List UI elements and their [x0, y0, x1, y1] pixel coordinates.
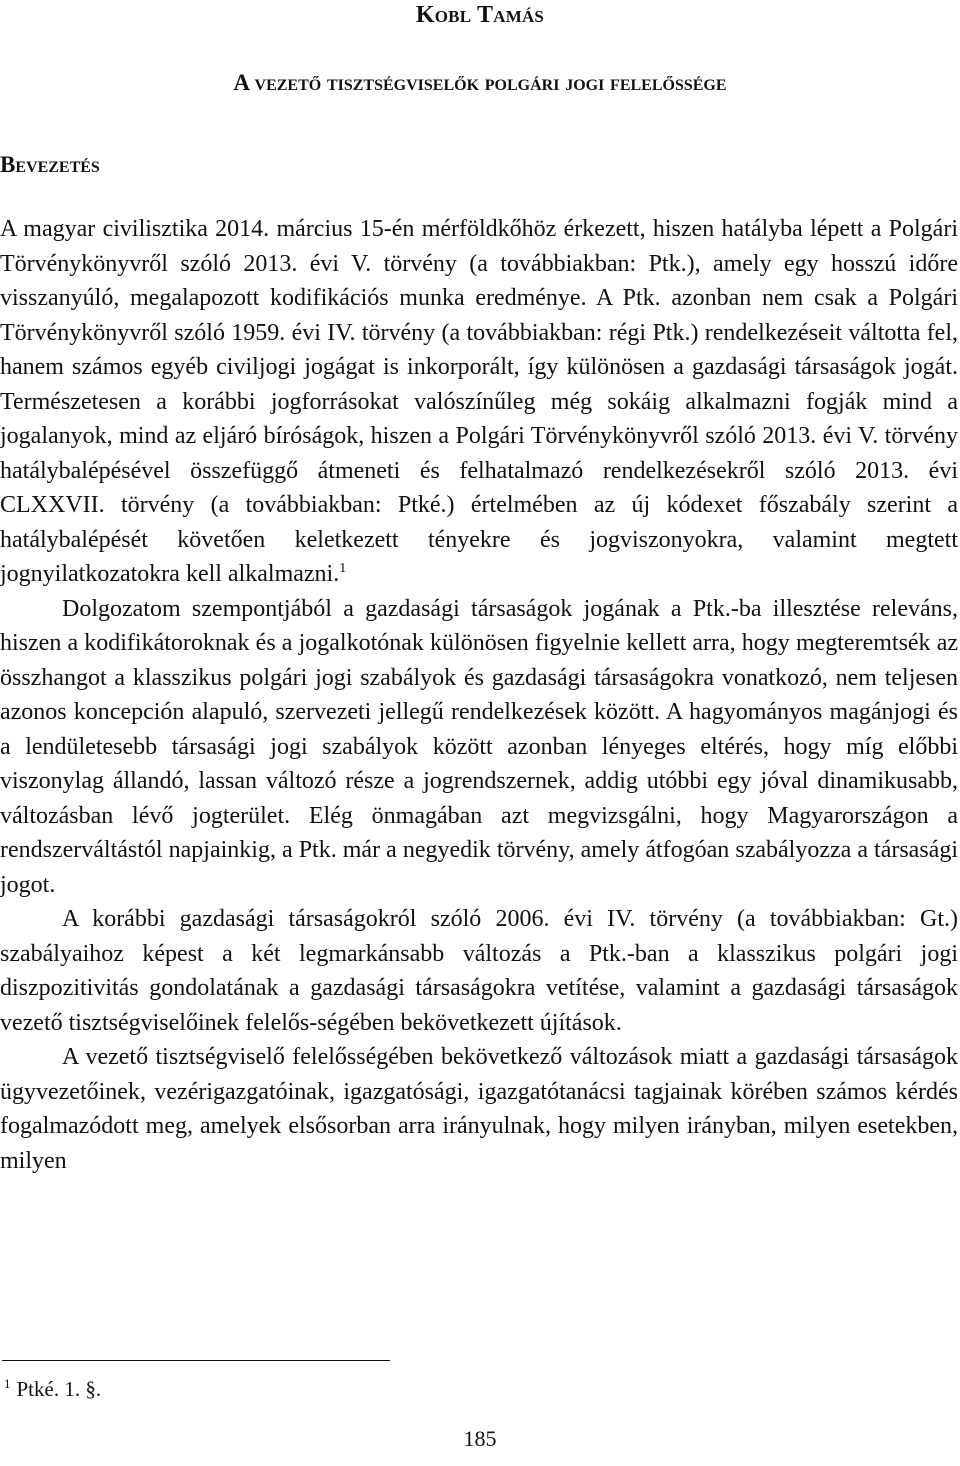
title-text: A vezető tisztségviselők polgári jogi felelőssége: [233, 70, 727, 95]
footnote-mark: 1: [4, 1376, 11, 1391]
footnote-text: Ptké. 1. §.: [16, 1377, 102, 1401]
footnote: [4, 1376, 604, 1402]
paper-title: [0, 68, 960, 98]
paragraph-4: A vezető tisztségviselő felelősségében bekövetkező változások miatt a gazdasági társaságok ügyvezetőinek, vezérigazgatóinak, igazgatósági, igazgatótanácsi tagjainak körében számos kérdés fogalmazódott meg, amelyek elsősorban arra irányulnak, hogy milyen irányban, milyen esetekben, milyen: [0, 1044, 958, 1174]
footnote-separator: [2, 1360, 390, 1361]
body-text: [0, 212, 958, 1178]
footnote-reference[interactable]: 1: [339, 561, 347, 576]
section-heading-text: Bevezetés: [0, 152, 100, 177]
author-text: Kobl Tamás: [415, 2, 545, 28]
paragraph-1-text: A magyar civilisztika 2014. március 15-én mérföldkőhöz érkezett, hiszen hatályba lépett a Polgári Törvénykönyvről szóló 2013. évi V. törvény (a továbbiakban: Ptk.), amely egy hosszú időre visszanyúló, megalapozott kodifikációs munka eredménye. A Ptk. azonban nem csak a Polgári Törvénykönyvről szóló 1959. évi IV. törvény (a továbbiakban: régi Ptk.) rendelkezéseit váltotta fel, hanem számos egyéb civiljogi jogágat is inkorporált, így különösen a gazdasági társaságok jogát. Természetesen a korábbi jogforrásokat valószínűleg még sokáig alkalmazni fogják mind a jogalanyok, mind az eljáró bíróságok, hiszen a Polgári Törvénykönyvről szóló 2013. évi V. törvény hatálybalépésével összefüggő átmeneti és felhatalmazó rendelkezésekről szóló 2013. évi CLXXVII. törvény (a továbbiakban: Ptké.) értelmében az új kódexet főszabály szerint a hatálybalépését követően keletkezett tényekre és jogviszonyokra, valamint megtett jognyilatkozatokra kell alkalmazni.: [0, 216, 958, 587]
section-heading: [0, 150, 600, 180]
author-name: [0, 0, 960, 30]
paragraph-1: [0, 212, 958, 592]
paragraph-3: A korábbi gazdasági társaságokról szóló 2006. évi IV. törvény (a továbbiakban: Gt.) szabályaihoz képest a két legmarkánsabb változás a Ptk.-ban a klasszikus polgári jogi diszpozitivitás gondolatának a gazdasági társaságokra vetítése, valamint a gazdasági társaságok vezető tisztségviselőinek felelős-ségében bekövetkezett újítások.: [0, 906, 958, 1036]
paragraph-2: Dolgozatom szempontjából a gazdasági társaságok jogának a Ptk.-ba illesztése releváns, hiszen a kodifikátoroknak és a jogalkotónak különösen figyelnie kellett arra, hogy megteremtsék az összhangot a klasszikus polgári jogi szabályok és gazdasági társaságokra vonatkozó, nem teljesen azonos koncepción alapuló, szervezeti jellegű rendelkezések között. A hagyományos magánjogi és a lendületesebb társasági jogi szabályok között azonban lényeges eltérés, hogy míg előbbi viszonylag állandó, lassan változó része a jogrendszernek, addig utóbbi egy jóval dinamikusabb, változásban lévő jogterület. Elég önmagában azt megvizsgálni, hogy Magyarországon a rendszerváltástól napjainkig, a Ptk. már a negyedik törvény, amely átfogóan szabályozza a társasági jogot.: [0, 595, 958, 898]
page-number: 185: [463, 1426, 497, 1451]
